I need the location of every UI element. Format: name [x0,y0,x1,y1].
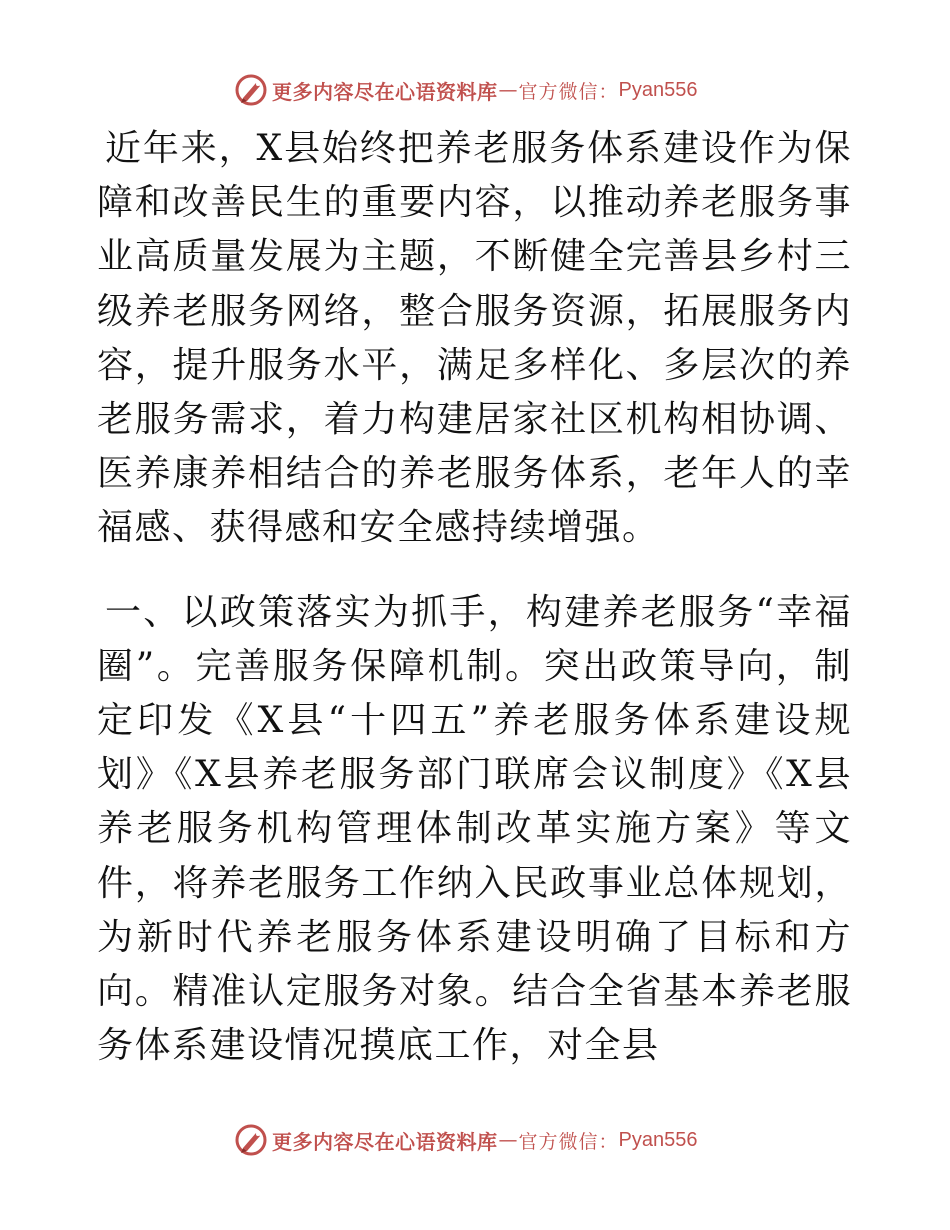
document-body [97,122,852,1073]
watermark-text: 更多内容尽在心语资料库 [272,79,498,104]
header-watermark [234,72,697,108]
watermark-separator: — [498,1129,518,1151]
paragraph-section-one: 一、以政策落实为抓手，构建养老服务“幸福圈”。完善服务保障机制。突出政策导向，制定印发《X县“十四五”养老服务体系建设规划》《X县养老服务部门联席会议制度》《X县养老服务机构管理体制改革实施方案》等文件，将养老服务工作纳入民政事业总体规划，为新时代养老服务体系建设明确了目标和方向。精准认定服务对象。结合全省基本养老服务体系建设情况摸底工作，对全县 [97,591,852,1067]
footer-watermark [234,1122,697,1158]
paragraph-intro: 近年来，X县始终把养老服务体系建设作为保障和改善民生的重要内容，以推动养老服务事业高质量发展为主题，不断健全完善县乡村三级养老服务网络，整合服务资源，拓展服务内容，提升服务水平，满足多样化、多层次的养老服务需求，着力构建居家社区机构相协调、医养康养相结合的养老服务体系，老年人的幸福感、获得感和安全感持续增强。 [97,128,852,549]
pen-circle-logo-icon [234,73,268,107]
watermark-id: Pyan556 [618,78,698,101]
watermark-separator: — [498,79,518,101]
watermark-id: Pyan556 [618,1128,698,1151]
watermark-label: 官方微信： [518,1130,619,1153]
pen-circle-logo-icon [234,1123,268,1157]
watermark-text: 更多内容尽在心语资料库 [272,1129,498,1154]
watermark-label: 官方微信： [518,80,619,103]
